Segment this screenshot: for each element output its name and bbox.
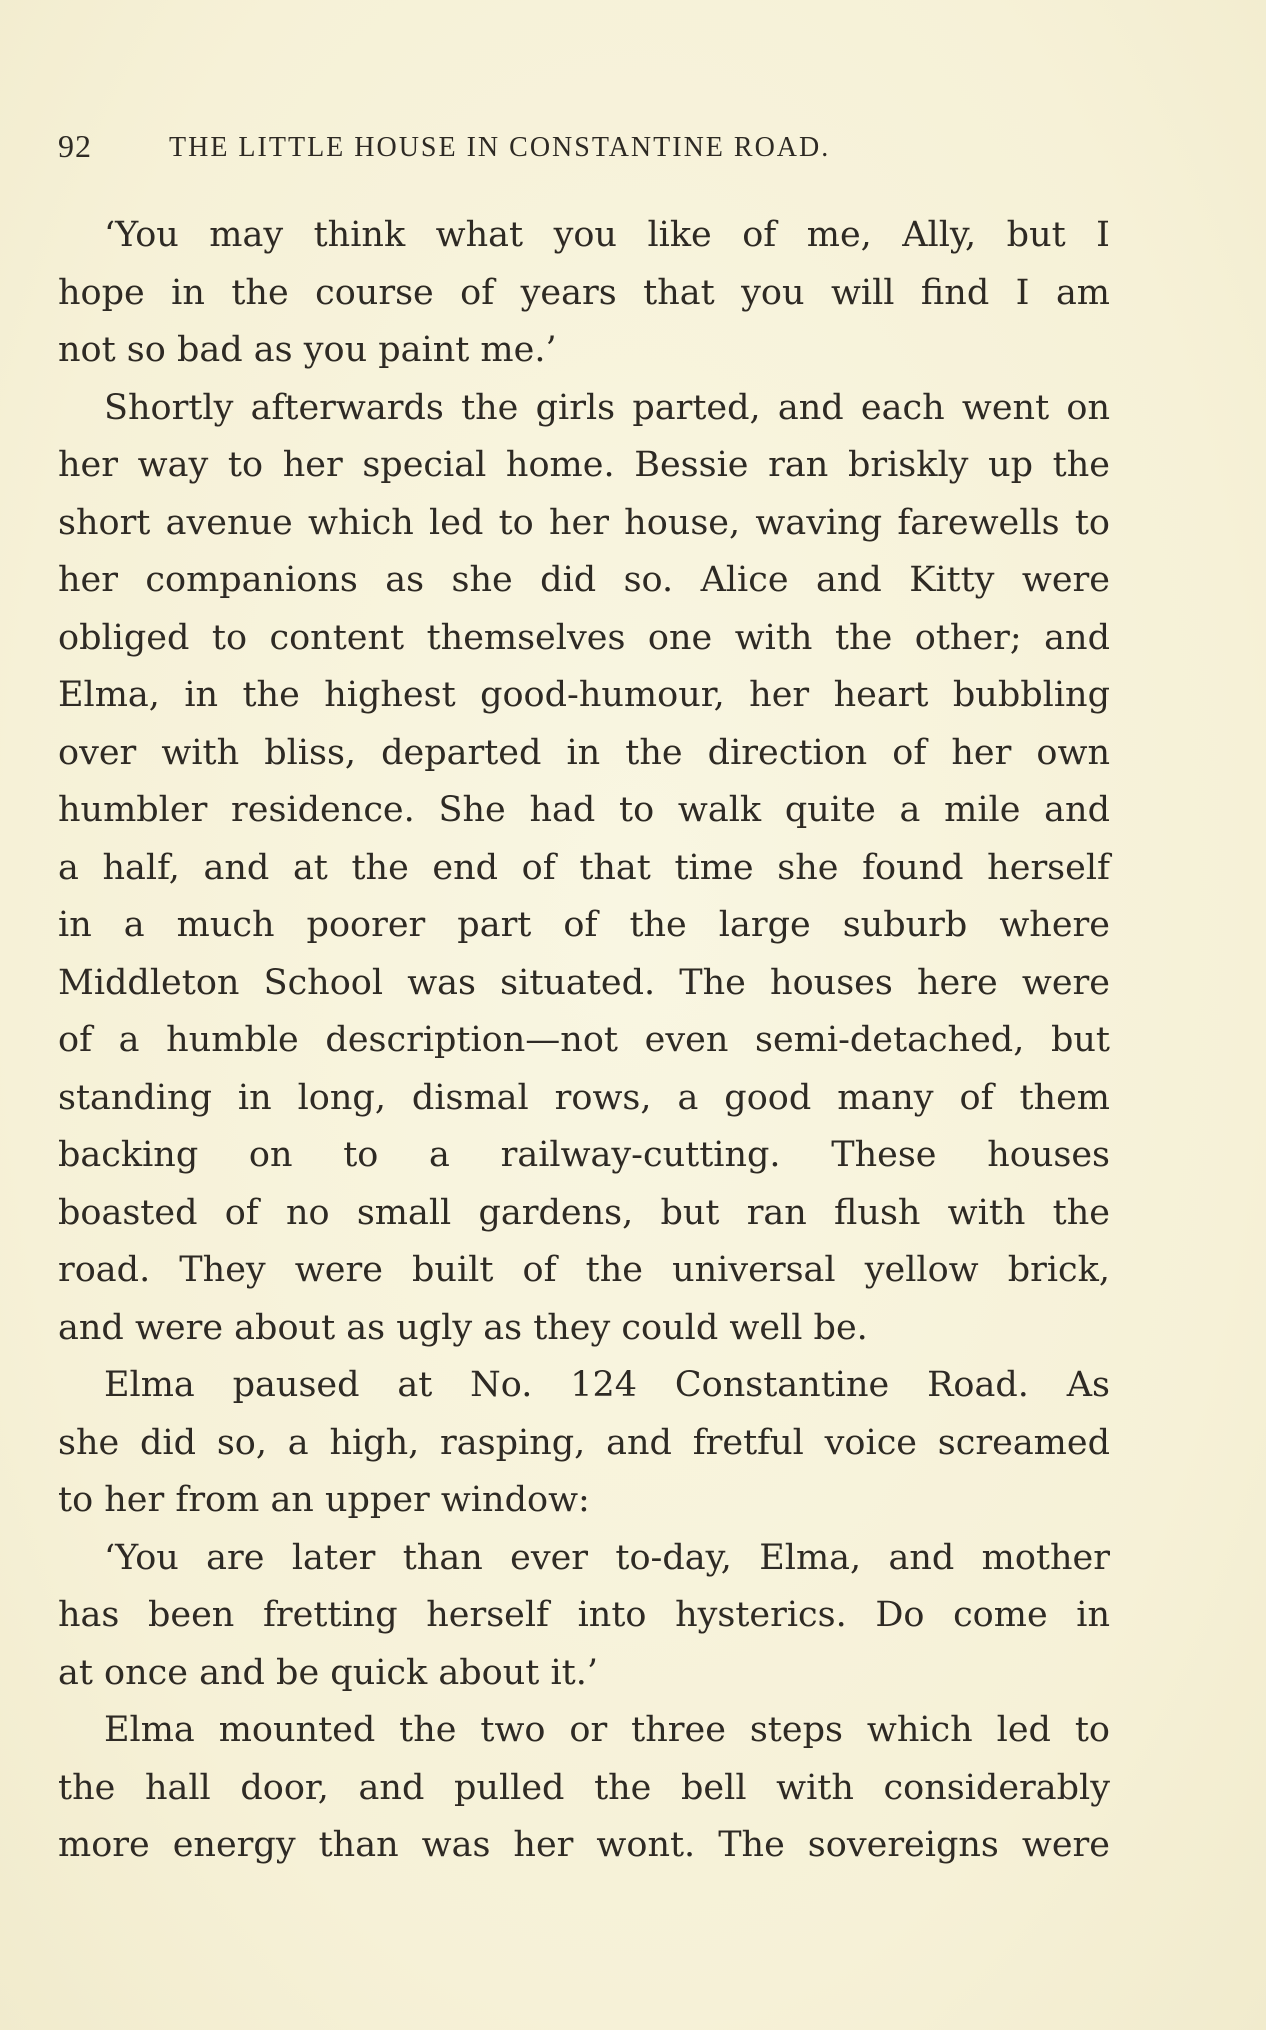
text-line: obliged to content themselves one with the other; and xyxy=(58,617,1110,658)
text-line: Elma paused at No. 124 Constantine Road. As xyxy=(104,1365,1110,1405)
text-line: humbler residence. She had to walk quite a mile and xyxy=(58,790,1110,830)
text-line: of a humble description—not even semi-detached, but xyxy=(58,1020,1110,1060)
page-header xyxy=(58,128,1118,178)
text-line: backing on to a railway-cutting. These houses xyxy=(58,1135,1110,1175)
text-line: boasted of no small gardens, but ran flush with the xyxy=(58,1192,1110,1233)
text-line: not so bad as you paint me.’ xyxy=(58,330,557,370)
text-line: more energy than was her wont. The sovereigns were xyxy=(58,1825,1110,1865)
text-line: her companions as she did so. Alice and Kitty were xyxy=(58,560,1110,600)
page-number: 92 xyxy=(58,128,92,164)
text-line: to her from an upper window: xyxy=(58,1480,590,1520)
text-line: the hall door, and pulled the bell with considerably xyxy=(58,1767,1110,1808)
body-text xyxy=(58,207,1110,1875)
text-line: in a much poorer part of the large suburb where xyxy=(58,905,1110,945)
text-line: has been fretting herself into hysterics. Do come in xyxy=(58,1595,1110,1635)
text-line: road. They were built of the universal yellow brick, xyxy=(58,1250,1110,1290)
text-line: standing in long, dismal rows, a good many of them xyxy=(58,1077,1110,1118)
text-line: hope in the course of years that you will find I am xyxy=(58,272,1110,313)
text-line: Middleton School was situated. The houses here were xyxy=(58,962,1110,1003)
text-line: a half, and at the end of that time she found herself xyxy=(58,847,1110,888)
text-line: she did so, a high, rasping, and fretful voice screamed xyxy=(58,1422,1110,1463)
running-head: THE LITTLE HOUSE IN CONSTANTINE ROAD. xyxy=(169,132,831,163)
text-line: and were about as ugly as they could well be. xyxy=(58,1307,868,1348)
text-line: ‘You may think what you like of me, Ally, but I xyxy=(104,215,1110,255)
text-line: at once and be quick about it.’ xyxy=(58,1652,598,1693)
text-line: over with bliss, departed in the direction of her own xyxy=(58,732,1110,773)
text-line: her way to her special home. Bessie ran briskly up the xyxy=(58,445,1110,485)
text-line: ‘You are later than ever to-day, Elma, and mother xyxy=(104,1537,1110,1578)
text-line: short avenue which led to her house, waving farewells to xyxy=(58,502,1110,543)
text-line: Shortly afterwards the girls parted, and each went on xyxy=(104,387,1110,428)
text-line: Elma mounted the two or three steps which led to xyxy=(104,1710,1110,1750)
text-line: Elma, in the highest good-humour, her heart bubbling xyxy=(58,675,1110,715)
